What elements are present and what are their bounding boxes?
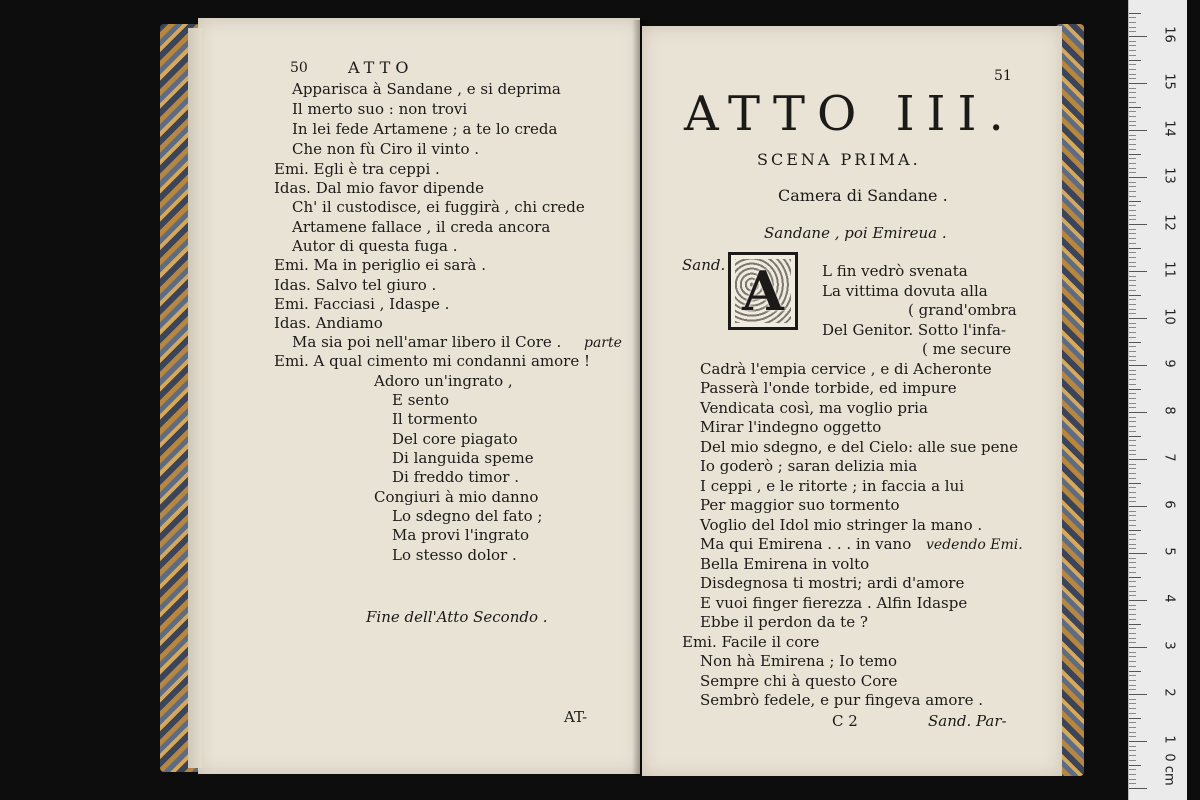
ruler-tick xyxy=(1129,177,1147,178)
ruler-tick xyxy=(1129,624,1141,625)
ruler-tick xyxy=(1129,139,1136,140)
ruler-tick xyxy=(1129,783,1136,784)
aria-line: Del core piagato xyxy=(392,430,518,448)
ruler-number: 1 xyxy=(1161,735,1177,744)
ruler-tick xyxy=(1129,60,1141,61)
stage-direction: vedendo Emi. xyxy=(926,537,1023,553)
ruler-tick xyxy=(1129,412,1147,413)
ruler-tick xyxy=(1129,779,1136,780)
ruler-tick xyxy=(1129,656,1136,657)
verse-line: Ebbe il perdon da te ? xyxy=(700,613,868,631)
ruler-tick xyxy=(1129,248,1141,249)
verse-line: Cadrà l'empia cervice , e di Acheronte xyxy=(700,360,992,378)
verse-line: Disdegnosa ti mostri; ardi d'amore xyxy=(700,574,965,592)
ruler-tick xyxy=(1129,497,1136,498)
ruler-tick xyxy=(1129,295,1141,296)
scene-characters: Sandane , poi Emireua . xyxy=(764,224,947,242)
ruler-tick xyxy=(1129,577,1141,578)
verse-line: Per maggior suo tormento xyxy=(700,496,900,514)
ruler-tick xyxy=(1129,525,1136,526)
ruler-tick xyxy=(1129,661,1136,662)
ruler-tick xyxy=(1129,36,1147,37)
verse-line: L fin vedrò svenata xyxy=(822,262,968,280)
ruler-tick xyxy=(1129,483,1141,484)
left-running-head: ATTO xyxy=(348,58,414,77)
verse-line: Emi. Egli è tra ceppi . xyxy=(274,160,440,178)
ruler-number: 4 xyxy=(1161,594,1177,603)
verse-line: Ma sia poi nell'amar libero il Core . xyxy=(292,333,562,351)
ruler-tick xyxy=(1129,558,1136,559)
ruler-tick xyxy=(1129,121,1136,122)
ruler-tick xyxy=(1129,41,1136,42)
ruler-tick xyxy=(1129,243,1136,244)
verse-line: Idas. Salvo tel giuro . xyxy=(274,276,437,294)
verse-line: Idas. Dal mio favor dipende xyxy=(274,179,485,197)
ruler-number: 3 xyxy=(1161,641,1177,650)
ruler-tick xyxy=(1129,135,1136,136)
ruler-tick xyxy=(1129,238,1136,239)
ruler-tick xyxy=(1129,370,1136,371)
ruler-tick xyxy=(1129,431,1136,432)
ruler-tick xyxy=(1129,746,1136,747)
verse-line: Autor di questa fuga . xyxy=(292,237,458,255)
ruler-tick xyxy=(1129,88,1136,89)
ruler-tick xyxy=(1129,515,1136,516)
aria-line: Lo stesso dolor . xyxy=(392,546,517,564)
ruler-tick xyxy=(1129,17,1136,18)
verse-line: Del mio sdegno, e del Cielo: alle sue pene xyxy=(700,438,1018,456)
verse-line: Sempre chi à questo Core xyxy=(700,672,898,690)
verse-line: I ceppi , e le ritorte ; in faccia a lui xyxy=(700,477,965,495)
ruler-tick xyxy=(1129,266,1136,267)
ruler-tick xyxy=(1129,421,1136,422)
verse-line: ( grand'ombra xyxy=(908,301,1017,319)
ruler-tick xyxy=(1129,64,1136,65)
catchword: Sand. Par- xyxy=(928,712,1007,730)
ruler-tick xyxy=(1129,755,1136,756)
ruler-tick xyxy=(1129,196,1136,197)
ruler-tick xyxy=(1129,718,1141,719)
ruler-tick xyxy=(1129,111,1136,112)
ruler-tick xyxy=(1129,365,1147,366)
ruler-tick xyxy=(1129,520,1136,521)
ruler-tick xyxy=(1129,511,1136,512)
ruler-tick xyxy=(1129,271,1147,272)
ruler-tick xyxy=(1129,205,1136,206)
end-of-act-note: Fine dell'Atto Secondo . xyxy=(366,608,548,626)
ruler-tick xyxy=(1129,788,1147,789)
ruler-tick xyxy=(1129,13,1141,14)
stage-direction: parte xyxy=(584,335,622,351)
ruler-tick xyxy=(1129,544,1136,545)
ruler-tick xyxy=(1129,163,1136,164)
ruler-tick xyxy=(1129,125,1136,126)
ruler-tick xyxy=(1129,454,1136,455)
ruler-tick xyxy=(1129,83,1147,84)
ruler-tick xyxy=(1129,257,1136,258)
ruler-tick xyxy=(1129,356,1136,357)
ruler-tick xyxy=(1129,708,1136,709)
aria-line: E sento xyxy=(392,391,450,409)
ruler-tick xyxy=(1129,459,1147,460)
ruler-tick xyxy=(1129,323,1136,324)
ruler-tick xyxy=(1129,154,1141,155)
ruler-number: 10 xyxy=(1161,308,1177,325)
ruler-tick xyxy=(1129,389,1141,390)
decorated-initial xyxy=(728,252,798,330)
ruler-tick xyxy=(1129,74,1136,75)
right-page-number: 51 xyxy=(994,68,1012,84)
ruler-tick xyxy=(1129,600,1147,601)
ruler-number: 13 xyxy=(1161,167,1177,184)
ruler-tick xyxy=(1129,224,1147,225)
ruler-tick xyxy=(1129,671,1141,672)
ruler-number: 9 xyxy=(1161,359,1177,368)
ruler-tick xyxy=(1129,713,1136,714)
ruler-tick xyxy=(1129,774,1136,775)
ruler-tick xyxy=(1129,760,1136,761)
verse-line: Mirar l'indegno oggetto xyxy=(700,418,882,436)
ruler-tick xyxy=(1129,384,1136,385)
ruler-tick xyxy=(1129,628,1136,629)
ruler-tick xyxy=(1129,492,1136,493)
scene-title: SCENA PRIMA. xyxy=(757,150,921,169)
ruler-tick xyxy=(1129,534,1136,535)
ruler-tick xyxy=(1129,609,1136,610)
ruler-tick xyxy=(1129,478,1136,479)
ruler-tick xyxy=(1129,614,1136,615)
ruler-tick xyxy=(1129,285,1136,286)
ruler-tick xyxy=(1129,417,1136,418)
verse-line: Emi. Facile il core xyxy=(682,633,820,651)
ruler-tick xyxy=(1129,675,1136,676)
ruler-tick xyxy=(1129,473,1136,474)
ruler-tick xyxy=(1129,647,1147,648)
ruler-tick xyxy=(1129,116,1136,117)
ruler-tick xyxy=(1129,680,1136,681)
verse-line: Vendicata così, ma voglio pria xyxy=(700,399,928,417)
ruler-tick xyxy=(1129,699,1136,700)
ruler-tick xyxy=(1129,149,1136,150)
ruler-tick xyxy=(1129,765,1141,766)
ruler-tick xyxy=(1129,280,1136,281)
ruler-tick xyxy=(1129,501,1136,502)
ruler-tick xyxy=(1129,567,1136,568)
ruler-number: 7 xyxy=(1161,453,1177,462)
ruler-tick xyxy=(1129,553,1147,554)
ruler-tick xyxy=(1129,304,1136,305)
ruler-number: 11 xyxy=(1161,261,1177,278)
ruler-tick xyxy=(1129,27,1136,28)
verse-line: Io goderò ; saran delizia mia xyxy=(700,457,918,475)
ruler-tick xyxy=(1129,262,1136,263)
ruler-tick xyxy=(1129,595,1136,596)
aria-line: Ma provi l'ingrato xyxy=(392,526,530,544)
verse-line: Bella Emirena in volto xyxy=(700,555,870,573)
ruler-tick xyxy=(1129,309,1136,310)
ruler-number: 2 xyxy=(1161,688,1177,697)
ruler-tick xyxy=(1129,78,1136,79)
ruler-tick xyxy=(1129,450,1136,451)
ruler-number: 8 xyxy=(1161,406,1177,415)
verse-line: Passerà l'onde torbide, ed impure xyxy=(700,379,957,397)
verse-line: Emi. Facciasi , Idaspe . xyxy=(274,295,450,313)
ruler-tick xyxy=(1129,172,1136,173)
ruler-tick xyxy=(1129,633,1136,634)
ruler-tick xyxy=(1129,229,1136,230)
ruler-tick xyxy=(1129,107,1141,108)
verse-line: Non hà Emirena ; Io temo xyxy=(700,652,898,670)
ruler-tick xyxy=(1129,539,1136,540)
aria-line: Il tormento xyxy=(392,410,478,428)
ruler-tick xyxy=(1129,45,1136,46)
initial-letter: A xyxy=(742,259,784,323)
ruler-tick xyxy=(1129,619,1136,620)
ruler-tick xyxy=(1129,252,1136,253)
verse-line: Il merto suo : non trovi xyxy=(292,100,468,118)
ruler-tick xyxy=(1129,210,1136,211)
ruler-tick xyxy=(1129,201,1141,202)
ruler-tick xyxy=(1129,642,1136,643)
ruler-tick xyxy=(1129,732,1136,733)
aria-line: Di languida speme xyxy=(392,449,534,467)
verse-line: Ma qui Emirena . . . in vano xyxy=(700,535,912,553)
ruler-tick xyxy=(1129,727,1136,728)
ruler-number: 12 xyxy=(1161,214,1177,231)
ruler-tick xyxy=(1129,144,1136,145)
ruler-tick xyxy=(1129,407,1136,408)
catchword: AT- xyxy=(564,708,588,726)
ruler-tick xyxy=(1129,22,1136,23)
ruler-tick xyxy=(1129,769,1136,770)
ruler-tick xyxy=(1129,379,1136,380)
ruler-tick xyxy=(1129,313,1136,314)
left-page xyxy=(198,18,640,774)
ruler-tick xyxy=(1129,736,1136,737)
ruler-tick xyxy=(1129,464,1136,465)
ruler-tick xyxy=(1129,318,1147,319)
verse-line: Ch' il custodisce, ei fuggirà , chi crede xyxy=(292,198,585,216)
ruler-number: 5 xyxy=(1161,547,1177,556)
ruler-tick xyxy=(1129,586,1136,587)
act-title: ATTO III. xyxy=(684,86,1016,142)
ruler-tick xyxy=(1129,182,1136,183)
ruler-tick xyxy=(1129,689,1136,690)
ruler-tick xyxy=(1129,638,1136,639)
verse-line: La vittima dovuta alla xyxy=(822,282,988,300)
ruler-tick xyxy=(1129,233,1136,234)
aria-line: Di freddo timor . xyxy=(392,468,519,486)
ruler-tick xyxy=(1129,215,1136,216)
verse-line: Emi. A qual cimento mi condanni amore ! xyxy=(274,352,591,370)
ruler-tick xyxy=(1129,342,1141,343)
verse-line: ( me secure xyxy=(922,340,1012,358)
ruler-tick xyxy=(1129,50,1136,51)
verse-line: Artamene fallace , il creda ancora xyxy=(292,218,551,236)
ruler-tick xyxy=(1129,97,1136,98)
verse-line: In lei fede Artamene ; a te lo creda xyxy=(292,120,558,138)
ruler-unit-label: 0 cm xyxy=(1161,753,1177,786)
aria-line: Adoro un'ingrato , xyxy=(374,372,513,390)
ruler-tick xyxy=(1129,572,1136,573)
ruler-tick xyxy=(1129,652,1136,653)
ruler-tick xyxy=(1129,346,1136,347)
ruler-tick xyxy=(1129,685,1136,686)
ruler-number: 14 xyxy=(1161,120,1177,137)
ruler-tick xyxy=(1129,158,1136,159)
verse-line: Voglio del Idol mio stringer la mano . xyxy=(700,516,983,534)
ruler-tick xyxy=(1129,374,1136,375)
right-page xyxy=(642,26,1062,776)
ruler-tick xyxy=(1129,694,1147,695)
ruler-tick xyxy=(1129,562,1136,563)
verse-line: Sembrò fedele, e pur fingeva amore . xyxy=(700,691,984,709)
ruler-number: 6 xyxy=(1161,500,1177,509)
measurement-ruler xyxy=(1128,0,1187,800)
ruler-tick xyxy=(1129,591,1136,592)
ruler-tick xyxy=(1129,290,1136,291)
ruler-tick xyxy=(1129,186,1136,187)
ruler-number: 16 xyxy=(1161,26,1177,43)
ruler-tick xyxy=(1129,327,1136,328)
ruler-tick xyxy=(1129,168,1136,169)
ruler-tick xyxy=(1129,398,1136,399)
ruler-tick xyxy=(1129,31,1136,32)
ruler-tick xyxy=(1129,332,1136,333)
verse-line: Emi. Ma in periglio ei sarà . xyxy=(274,256,486,274)
signature-mark: C 2 xyxy=(832,712,858,730)
ruler-tick xyxy=(1129,92,1136,93)
speaker-label: Sand. xyxy=(682,256,726,274)
ruler-tick xyxy=(1129,548,1136,549)
ruler-tick xyxy=(1129,581,1136,582)
verse-line: Del Genitor. Sotto l'infa- xyxy=(822,321,1007,339)
ruler-tick xyxy=(1129,436,1141,437)
ruler-tick xyxy=(1129,403,1136,404)
ruler-tick xyxy=(1129,440,1136,441)
ruler-tick xyxy=(1129,722,1136,723)
ruler-tick xyxy=(1129,506,1147,507)
aria-line: Congiuri à mio danno xyxy=(374,488,539,506)
ruler-tick xyxy=(1129,426,1136,427)
ruler-tick xyxy=(1129,741,1147,742)
ruler-tick xyxy=(1129,487,1136,488)
ruler-tick xyxy=(1129,351,1136,352)
ruler-tick xyxy=(1129,69,1136,70)
left-page-number: 50 xyxy=(290,60,308,76)
ruler-tick xyxy=(1129,468,1136,469)
ruler-tick xyxy=(1129,530,1141,531)
ruler-tick xyxy=(1129,703,1136,704)
ruler-tick xyxy=(1129,130,1147,131)
ruler-tick xyxy=(1129,393,1136,394)
verse-line: E vuoi finger fierezza . Alfin Idaspe xyxy=(700,594,968,612)
ruler-tick xyxy=(1129,276,1136,277)
ruler-tick xyxy=(1129,55,1136,56)
ruler-tick xyxy=(1129,102,1136,103)
ruler-tick xyxy=(1129,191,1136,192)
ruler-tick xyxy=(1129,666,1136,667)
ruler-tick xyxy=(1129,299,1136,300)
ruler-tick xyxy=(1129,445,1136,446)
verse-line: Idas. Andiamo xyxy=(274,314,383,332)
verse-line: Apparisca à Sandane , e si deprima xyxy=(292,80,561,98)
ruler-number: 15 xyxy=(1161,73,1177,90)
ruler-tick xyxy=(1129,750,1136,751)
ruler-tick xyxy=(1129,219,1136,220)
scene-setting: Camera di Sandane . xyxy=(778,186,948,205)
ruler-tick xyxy=(1129,360,1136,361)
ruler-tick xyxy=(1129,605,1136,606)
verse-line: Che non fù Ciro il vinto . xyxy=(292,140,480,158)
aria-line: Lo sdegno del fato ; xyxy=(392,507,543,525)
ruler-tick xyxy=(1129,337,1136,338)
